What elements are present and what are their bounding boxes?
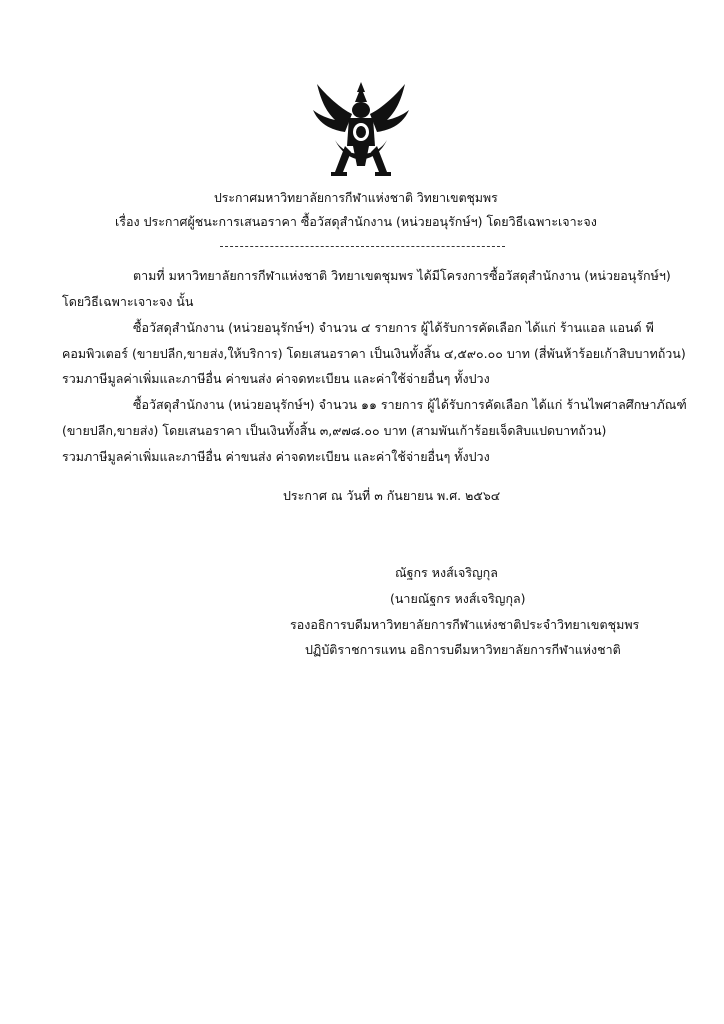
signatory-acting-for: ปฏิบัติราชการแทน อธิการบดีมหาวิทยาลัยการกีฬาแห่งชาติ [305, 642, 621, 657]
item2-line-3: รวมภาษีมูลค่าเพิ่มและภาษีอื่น ค่าขนส่ง ค่าจดทะเบียน และค่าใช้จ่ายอื่นๆ ทั้งปวง [62, 449, 490, 464]
signature-name: ณัฐกร หงส์เจริญกุล [395, 565, 498, 580]
intro-line-2: โดยวิธีเฉพาะเจาะจง นั้น [62, 294, 194, 309]
announcement-subject: เรื่อง ประกาศผู้ชนะการเสนอราคา ซื้อวัสดุสำนักงาน (หน่วยอนุรักษ์ฯ) โดยวิธีเฉพาะเจาะจง [115, 214, 597, 229]
garuda-emblem-icon [305, 80, 417, 180]
divider-line [220, 246, 505, 247]
announcement-date: ประกาศ ณ วันที่ ๓ กันยายน พ.ศ. ๒๕๖๔ [283, 488, 501, 503]
announcement-title: ประกาศมหาวิทยาลัยการกีฬาแห่งชาติ วิทยาเขตชุมพร [213, 190, 498, 205]
item2-line-2: (ขายปลีก,ขายส่ง) โดยเสนอราคา เป็นเงินทั้งสิ้น ๓,๙๗๘.๐๐ บาท (สามพันเก้าร้อยเจ็ดสิบแปดบาทถ้วน) [62, 423, 607, 438]
item2-line-1: ซื้อวัสดุสำนักงาน (หน่วยอนุรักษ์ฯ) จำนวน ๑๑ รายการ ผู้ได้รับการคัดเลือก ได้แก่ ร้านไพศาลศึกษาภัณฑ์ [133, 397, 687, 412]
signatory-position: รองอธิการบดีมหาวิทยาลัยการกีฬาแห่งชาติประจำวิทยาเขตชุมพร [290, 617, 640, 632]
item1-line-1: ซื้อวัสดุสำนักงาน (หน่วยอนุรักษ์ฯ) จำนวน ๔ รายการ ผู้ได้รับการคัดเลือก ได้แก่ ร้านแอล แอนด์ พี [133, 320, 654, 335]
item1-line-3: รวมภาษีมูลค่าเพิ่มและภาษีอื่น ค่าขนส่ง ค่าจดทะเบียน และค่าใช้จ่ายอื่นๆ ทั้งปวง [62, 371, 490, 386]
signatory-printed-name: (นายณัฐกร หงส์เจริญกุล) [390, 591, 526, 606]
item1-line-2: คอมพิวเตอร์ (ขายปลีก,ขายส่ง,ให้บริการ) โดยเสนอราคา เป็นเงินทั้งสิ้น ๔,๕๙๐.๐๐ บาท (สี่พันห้าร้อยเก้าสิบบาทถ้วน) [62, 346, 686, 361]
intro-line-1: ตามที่ มหาวิทยาลัยการกีฬาแห่งชาติ วิทยาเขตชุมพร ได้มีโครงการซื้อวัสดุสำนักงาน (หน่วยอนุรักษ์ฯ) [133, 268, 671, 283]
